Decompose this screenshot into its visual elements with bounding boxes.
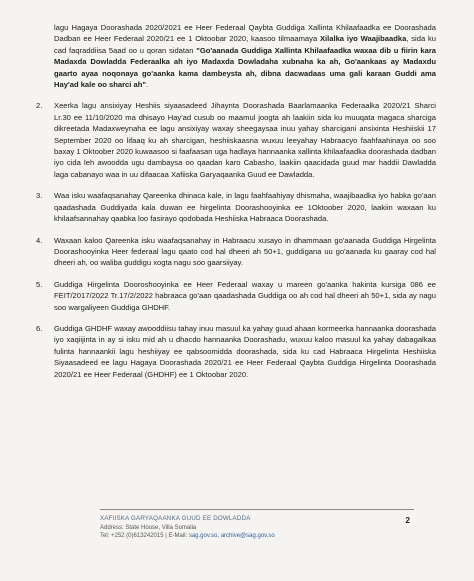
intro-bold-1: Xilalka iyo Waajibaadka [319,34,407,44]
intro-text-3: . [145,80,149,90]
list-item [36,190,436,224]
list-item-number: 2. [36,101,43,111]
list-item [36,279,436,313]
list-item [36,323,436,380]
intro-paragraph [36,22,436,90]
footer-org-name: XAFIISKA GARYAQAANKA GUUD EE DOWLADDA [100,515,251,522]
footer-email[interactable]: sag.gov.so, archive@sag.gov.so [188,533,275,539]
footer-contact: Tel: +252 (0)613242015 | E-Mail: sag.gov.so, archive@sag.gov.so [100,533,275,539]
list-item-text: Guddiga GHDHF waxay awooddiisu tahay inuu masuul ka yahay guud ahaan kormeerka hannaanka doorashada iyo xaqiijinta in ay si isku mid ah u dhacdo hannaanka Doorashadu, wuxuu kaloo masuul ka yahay dabagalkaa fulinta hannaankii lagu heshiiyay ee qabsoomidda doorashada, sida ku cad Habraaca Hirgelinta Heshiiska Siyaasadeed ee lagu Hagaya Doorashada 2020/21 ee Heer Federaal Qaybta Guddiga Hirgelinta Doorashada 2020/21 ee Heer Federaal (GHDHF) ee 1 Oktoobar 2020. [54,323,436,379]
list-item-number: 3. [36,191,43,201]
intro-text-1: lagu Hagaya Doorashada 2020/2021 ee Heer Federaal Qaybta Guddiga Xallinta Khilaafaadka ee Doorashada Dadban ee Heer Federaal 2020/21 ee 1 Oktoobar 2020, kaasoo tilmaamaya [54,23,436,44]
page-footer [100,509,414,541]
list-item [36,235,436,269]
list-item-text: Waa isku waafaqsanahay Qareenka dhinaca kale, in lagu faahfaahiyay dhismaha, waajibaadka iyo habka go'aan qaadashada Guddiyada kala duwan ee hirgelinta Doorashooyinka ee 1Oktoober 2020, laakiin waxaan ku khilaafsannahay qaabka loo fasirayo qodobada Heshiiska Habraaca Doorashada. [54,191,436,224]
intro-text-2: , sida ku cad faqraddiisa 5aad oo u qoran sidatan [54,34,437,55]
list-item-number: 4. [36,235,43,245]
list-item-text: Xeerka lagu ansixiyay Heshiis siyaasadeed Jihaynta Doorashada Baarlamaanka Federaalka 2020/21 Sharci Lr.30 ee 11/10/2020 ma dhisayo Hay'ad cusub oo maamul joogta ah laakiin sida ku muuqata magaca sharciga dikreetada Madaxweynaha ee lagu ansixiyay waxay sheegaysaa inuu yahay sharcigani ansixinta Heshiiskii 17 September 2020 oo lifaaq ku ah sharcigan, heshiiskaasna wuxuu leeyahay Habraacyo faahfaahinaya oo soo baxay 1 Oktoober 2020 kuwaasoo si faafaasan uga hadlaya hannaanka xallinta khilaafaadka doorashada dadban iyo cida leh awoodda ugu dambaysa oo qaadan karo Cabasho, laakiin qaacidada guud mar haddii Dawladda laga cabanayo waa in uu difaacaa Xafiiska Garyaqaanka Guud ee Dawladda. [54,101,436,179]
intro-bold-2: "Go'aanada Guddiga Xallinta Khilaafaadka waxaa dib u fiirin kara Madaxda Dowladda Federaalka ah iyo Madaxda Dowladaha xubnaha ka ah, Go'aankaas ay Madaxdu gaarto ayaa noqonaya go'aanka kama dambeysta ah, dibna dacwadaas uma gali karaan Guddi ama Hay'ad kale oo sharci ah" [54,45,436,90]
list-item-number: 6. [36,323,43,333]
list-item [36,100,436,180]
footer-address: Address: State House, Villa Somalia [100,524,197,531]
footer-tel: Tel: +252 (0)613242015 [100,533,164,539]
footer-email-label: E-Mail: [168,533,188,539]
list-item-text: Waxaan kaloo Qareenka isku waafaqsanahay in Habraacu xusayo in dhammaan go'aanada Guddiga Hirgelinta Doorashooyinka Heer federaal lagu qaato cod hal dheeri ah 50+1, guddigana uu go'aanada ku gaaray cod hal dheeri ah, oo waliba guddigu xogta nagu soo gaarsiiyay. [54,235,436,268]
page-number: 2 [405,516,410,525]
list-item-text: Guddiga Hirgelinta Dooroshooyinka ee Heer Federaal waxay u mareen go'aanka hakinta kursiga 086 ee FEIT/2017/2022 Tr.17/2/2022 habraaca go'aan qaadashada Guddiga oo ah cod hal dheeri ah 50+1, sida ay nagu soo wargaliyeen Guddiga GHDHF. [54,279,436,312]
list-item-number: 5. [36,279,43,289]
